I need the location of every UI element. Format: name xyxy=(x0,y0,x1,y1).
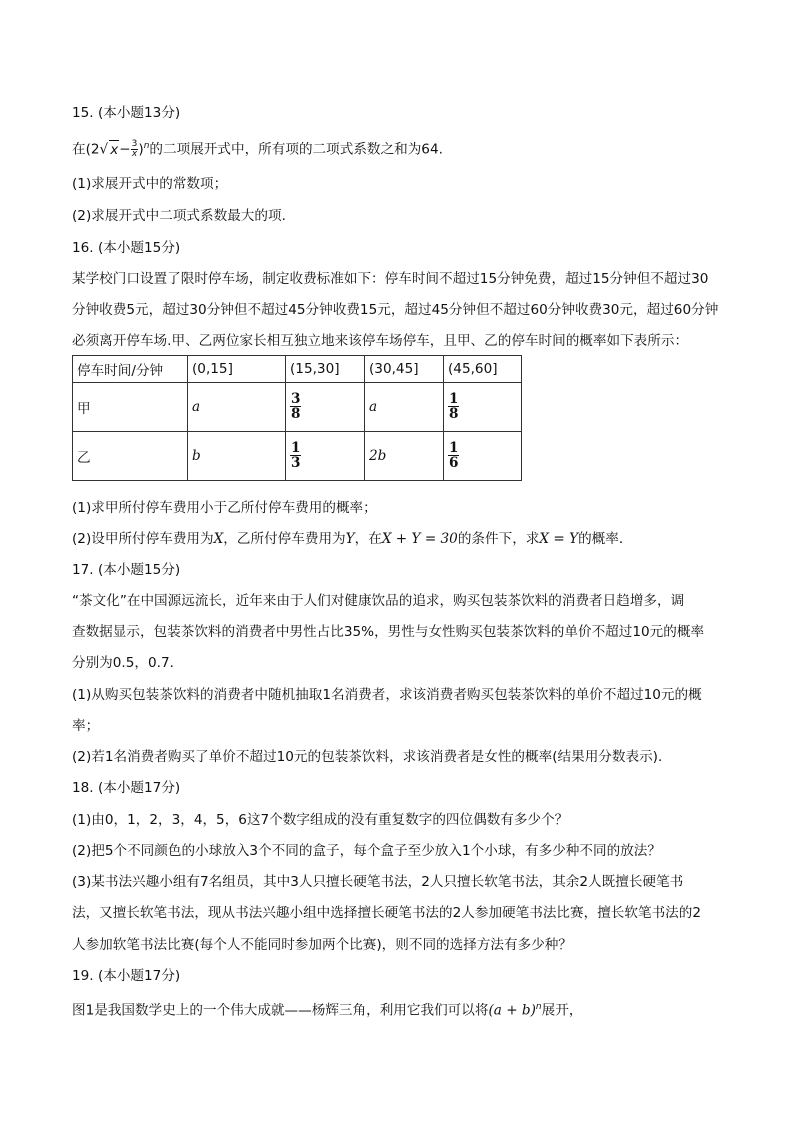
variable-y: Y xyxy=(345,531,355,547)
q16-part2-text: ，在 xyxy=(354,531,382,547)
q19-text xyxy=(72,998,582,1020)
q17-text-line1: “茶文化”在中国源远流长，近年来由于人们对健康饮品的追求，购买包装茶饮料的消费者日趋增多，调 xyxy=(72,593,685,609)
q15-part2: (2)求展开式中二项式系数最大的项． xyxy=(72,208,296,224)
table-header-row xyxy=(73,356,522,383)
q16-heading: 16. (本小题15分) xyxy=(72,240,181,256)
table-cell xyxy=(444,383,522,432)
q19-text-part: 展开， xyxy=(541,1002,583,1019)
equation-equal: X = Y xyxy=(539,531,579,547)
table-cell: 2b xyxy=(365,432,444,481)
q19-text-part: 图1是我国数学史上的一个伟大成就——杨辉三角，利用它我们可以将 xyxy=(72,1002,489,1019)
table-header-cell: (45,60] xyxy=(444,356,522,383)
q18-heading: 18. (本小题17分) xyxy=(72,780,181,796)
table-header-cell: (0,15] xyxy=(188,356,286,383)
q19-heading: 19. (本小题17分) xyxy=(72,968,181,984)
parking-probability-table xyxy=(72,355,522,481)
table-row-jia xyxy=(73,383,522,432)
table-cell xyxy=(286,383,365,432)
q18-part1: (1)由0，1，2，3，4，5，6这7个数字组成的没有重复数字的四位偶数有多少个？ xyxy=(72,812,569,828)
q16-text-line3: 必须离开停车场.甲、乙两位家长相互独立地来该停车场停车，且甲、乙的停车时间的概率如下表所示： xyxy=(72,333,689,349)
table-cell xyxy=(286,432,365,481)
fraction-numerator: 1 xyxy=(449,439,459,456)
fraction-denominator: 6 xyxy=(449,455,459,472)
q15-exponent: n xyxy=(143,141,150,151)
q18-part3-line2: 法，又擅长软笔书法，现从书法兴趣小组中选择擅长硬笔书法的2人参加硬笔书法比赛，擅长软笔书法的2 xyxy=(72,905,702,921)
q15-intro-close: ) xyxy=(138,141,144,158)
table-cell: a xyxy=(365,383,444,432)
q16-part2 xyxy=(72,530,632,548)
q18-part3-line1: (3)某书法兴趣小组有7名组员，其中3人只擅长硬笔书法，2人只擅长软笔书法，其余2人既擅长硬笔书 xyxy=(72,874,684,890)
q15-intro-rest: 的二项展开式中，所有项的二项式系数之和为64. xyxy=(149,141,443,158)
q17-heading: 17. (本小题15分) xyxy=(72,562,181,578)
table-row-yi xyxy=(73,432,522,481)
q15-intro: 在(2√ x− $\frac{3}{x}$ )$^n$的二项展开式中，所有项的二项式系数之和为64. xyxy=(72,139,443,160)
q15-intro-open: 在(2 xyxy=(72,141,100,158)
fraction-numerator: 1 xyxy=(291,439,301,456)
fraction-numerator: 3 xyxy=(291,390,301,407)
q17-text-line2: 查数据显示，包装茶饮料的消费者中男性占比35%，男性与女性购买包装茶饮料的单价不超过10元的概率 xyxy=(72,624,705,640)
fraction-denominator: 3 xyxy=(291,455,301,472)
q16-text-line1: 某学校门口设置了限时停车场，制定收费标准如下：停车时间不超过15分钟免费，超过15分钟但不超过30 xyxy=(72,271,709,287)
equation-sum: X + Y = 30 xyxy=(381,531,458,547)
table-cell: a xyxy=(188,383,286,432)
q19-exponent: n xyxy=(535,1002,542,1012)
fraction xyxy=(448,392,459,422)
q17-part1-line1: (1)从购买包装茶饮料的消费者中随机抽取1名消费者，求该消费者购买包装茶饮料的单价不超过10元的概 xyxy=(72,687,702,703)
fraction xyxy=(290,392,301,422)
q18-part2: (2)把5个不同颜色的小球放入3个不同的盒子，每个盒子至少放入1个小球，有多少种不同的放法？ xyxy=(72,843,661,859)
q16-part2-text: (2)设甲所付停车费用为 xyxy=(72,531,214,547)
table-cell-label: 甲 xyxy=(73,383,188,432)
fraction xyxy=(448,441,459,471)
q17-part2: (2)若1名消费者购买了单价不超过10元的包装茶饮料，求该消费者是女性的概率(结果用分数表示)． xyxy=(72,749,672,765)
q16-part1: (1)求甲所付停车费用小于乙所付停车费用的概率； xyxy=(72,500,377,516)
q16-part2-text: 的条件下，求 xyxy=(457,531,540,547)
table-header-cell: 停车时间/分钟 xyxy=(73,356,188,383)
q18-part3-line3: 人参加软笔书法比赛(每个人不能同时参加两个比赛)，则不同的选择方法有多少种？ xyxy=(72,937,572,953)
q17-text-line3: 分别为0.5，0.7． xyxy=(72,655,184,671)
fraction xyxy=(290,441,301,471)
binomial-expression: (a + b) xyxy=(488,1002,536,1019)
table-cell: b xyxy=(188,432,286,481)
q16-part2-text: ，乙所付停车费用为 xyxy=(223,531,346,547)
table-cell-label: 乙 xyxy=(73,432,188,481)
variable-x: X xyxy=(213,531,224,547)
q15-part1: (1)求展开式中的常数项； xyxy=(72,176,228,192)
fraction-denominator: 8 xyxy=(291,406,301,423)
table-header-cell: (15,30] xyxy=(286,356,365,383)
fraction-denominator: 8 xyxy=(449,406,459,423)
q17-part1-line2: 率； xyxy=(72,718,100,734)
table-cell xyxy=(444,432,522,481)
q15-frac-num: 3 xyxy=(131,139,138,150)
q15-frac-den: x xyxy=(131,149,138,160)
table-header-cell: (30,45] xyxy=(365,356,444,383)
q16-part2-text: 的概率． xyxy=(578,531,633,547)
q16-text-line2: 分钟收费5元，超过30分钟但不超过45分钟收费15元，超过45分钟但不超过60分钟收费30元，超过60分钟 xyxy=(72,302,719,318)
fraction-numerator: 1 xyxy=(449,390,459,407)
q15-heading: 15. (本小题13分) xyxy=(72,105,181,121)
q15-sqrt-x: x xyxy=(110,141,119,158)
